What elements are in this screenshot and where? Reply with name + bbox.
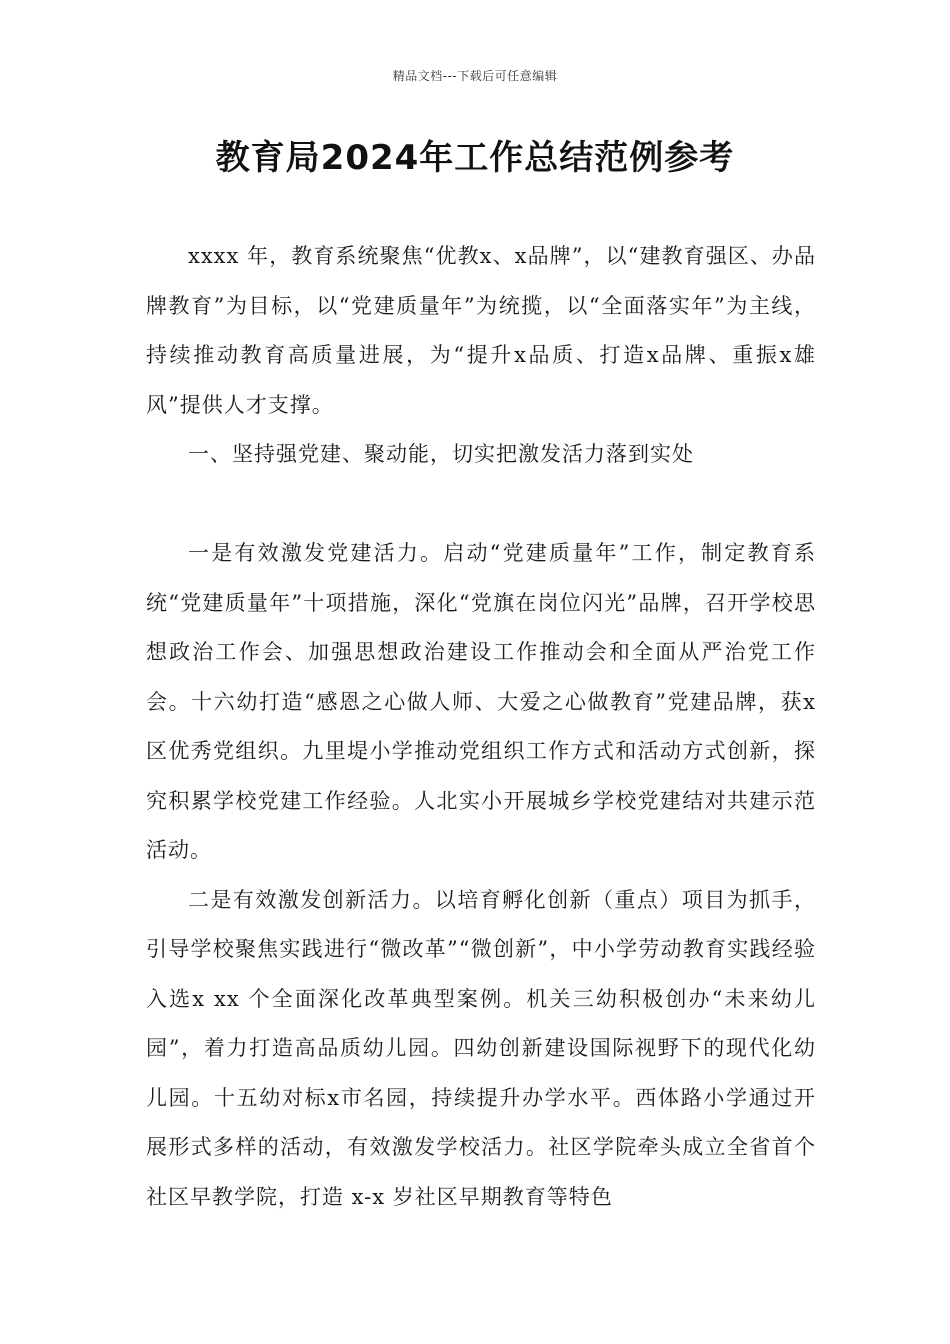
- section-heading-1: 一、坚持强党建、聚动能，切实把激发活力落到实处: [188, 442, 694, 466]
- document-body: [146, 232, 816, 1222]
- page-header: 精品文档---下载后可任意编辑: [392, 69, 558, 83]
- paragraph-innovation: 二是有效激发创新活力。以培育孵化创新（重点）项目为抓手，引导学校聚焦实践进行“微改革”“微创新”，中小学劳动教育实践经验入选x xx 个全面深化改革典型案例。机关三幼积极创办“未来幼儿园”，着力打造高品质幼儿园。四幼创新建设国际视野下的现代化幼儿园。十五幼对标x市名园，持续提升办学水平。西体路小学通过开展形式多样的活动，有效激发学校活力。社区学院牵头成立全省首个社区早教学院，打造 x-x 岁社区早期教育等特色: [146, 887, 816, 1209]
- paragraph-intro: xxxx 年，教育系统聚焦“优教x、x品牌”，以“建教育强区、办品牌教育”为目标，以“党建质量年”为统揽，以“全面落实年”为主线，持续推动教育高质量进展，为“提升x品质、打造x品牌、重振x雄风”提供人才支撑。: [146, 244, 816, 417]
- paragraph-party-building: 一是有效激发党建活力。启动“党建质量年”工作，制定教育系统“党建质量年”十项措施，深化“党旗在岗位闪光”品牌，召开学校思想政治工作会、加强思想政治建设工作推动会和全面从严治党工作会。十六幼打造“感恩之心做人师、大爱之心做教育”党建品牌，获x区优秀党组织。九里堤小学推动党组织工作方式和活动方式创新，探究积累学校党建工作经验。人北实小开展城乡学校党建结对共建示范活动。: [146, 541, 816, 862]
- document-title: 教育局2024年工作总结范例参考: [215, 138, 735, 178]
